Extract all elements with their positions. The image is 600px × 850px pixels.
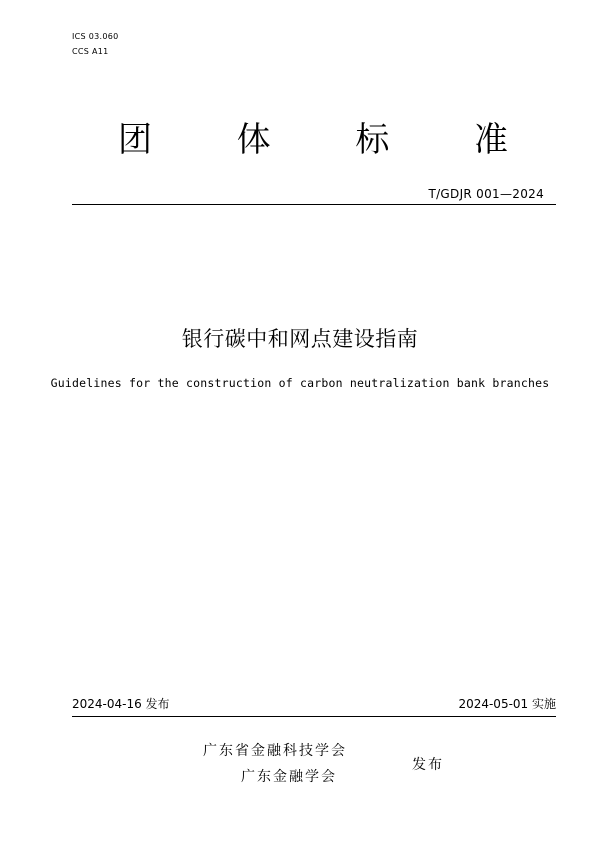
standard-type-char: 准 xyxy=(473,120,508,160)
classification-codes xyxy=(72,30,119,60)
top-divider xyxy=(72,204,556,205)
publisher-org-1: 广东省金融科技学会 xyxy=(203,743,347,759)
standard-type-char: 标 xyxy=(355,120,390,160)
publish-label: 发布 xyxy=(412,757,444,773)
standard-type-char: 团 xyxy=(118,120,152,160)
standard-type-char: 体 xyxy=(236,120,271,160)
standard-number: T/GDJR 001—2024 xyxy=(428,187,544,201)
ics-code: ICS 03.060 xyxy=(72,32,119,41)
implementation-date: 2024-05-01 实施 xyxy=(458,697,556,711)
ccs-code: CCS A11 xyxy=(72,47,109,56)
title-english: Guidelines for the construction of carbon neutralization bank branches xyxy=(50,376,550,390)
title-chinese: 银行碳中和网点建设指南 xyxy=(181,327,419,351)
issue-date: 2024-04-16 发布 xyxy=(72,697,170,711)
publisher-org-2: 广东金融学会 xyxy=(241,769,337,785)
bottom-divider xyxy=(72,716,556,717)
standard-type-heading xyxy=(118,118,508,162)
